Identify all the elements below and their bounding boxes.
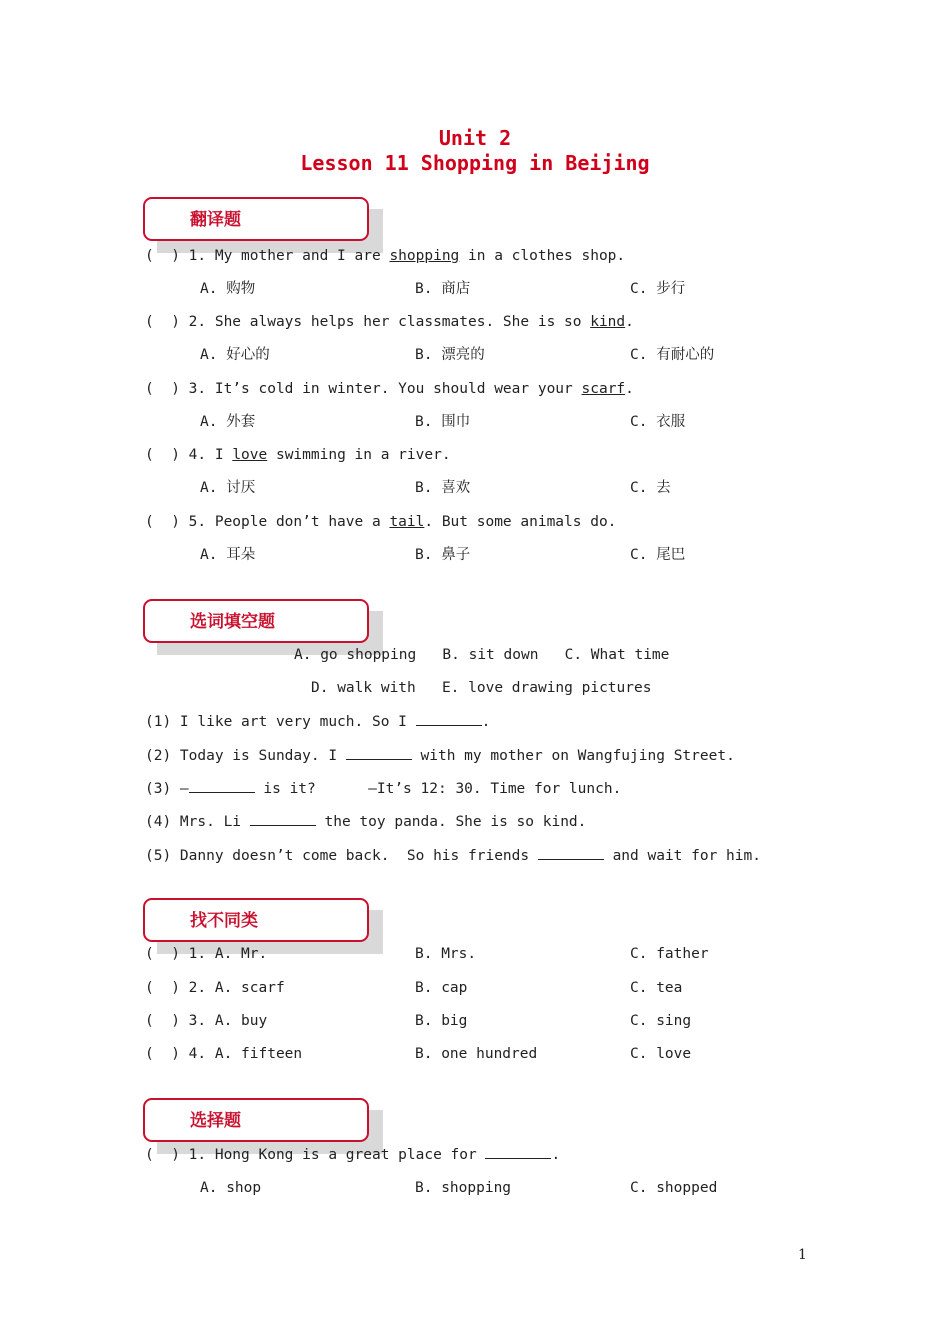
question-line: ( ) 3. It’s cold in winter. You should wear your scarf. xyxy=(145,381,634,397)
option-a: A. 外套 xyxy=(200,414,256,430)
odd-item-a: ( ) 1. A. Mr. xyxy=(145,946,268,962)
option-b: B. 围巾 xyxy=(415,414,471,430)
odd-item-a: ( ) 3. A. buy xyxy=(145,1013,268,1029)
odd-item-c: C. sing xyxy=(630,1013,692,1029)
option-c: C. shopped xyxy=(630,1180,718,1196)
lesson-title: Lesson 11 Shopping in Beijing xyxy=(300,151,650,175)
fill-item: (1) I like art very much. So I . xyxy=(145,711,490,732)
odd-item-b: B. Mrs. xyxy=(415,946,477,962)
section-title: 找不同类 xyxy=(190,911,258,931)
odd-item-a: ( ) 2. A. scarf xyxy=(145,980,285,996)
odd-item-b: B. one hundred xyxy=(415,1046,538,1062)
option-c: C. 步行 xyxy=(630,281,686,297)
section-title: 选择题 xyxy=(190,1111,241,1131)
odd-item-c: C. love xyxy=(630,1046,692,1062)
question-line: ( ) 5. People don’t have a tail. But some animals do. xyxy=(145,514,617,530)
section-header-odd xyxy=(143,898,369,942)
fill-item: (5) Danny doesn’t come back. So his friends and wait for him. xyxy=(145,845,761,866)
option-a: A. shop xyxy=(200,1180,262,1196)
option-b: B. 鼻子 xyxy=(415,547,471,563)
option-a: A. 讨厌 xyxy=(200,480,256,496)
question-line: ( ) 1. Hong Kong is a great place for . xyxy=(145,1144,560,1165)
option-b: B. 喜欢 xyxy=(415,480,471,496)
option-a: A. 耳朵 xyxy=(200,547,256,563)
option-b: B. 漂亮的 xyxy=(415,347,485,363)
word-bank-row: A. go shopping B. sit down C. What time xyxy=(294,647,670,663)
section-header-translation xyxy=(143,197,369,241)
question-line: ( ) 1. My mother and I are shopping in a clothes shop. xyxy=(145,248,626,264)
odd-item-a: ( ) 4. A. fifteen xyxy=(145,1046,303,1062)
option-c: C. 衣服 xyxy=(630,414,686,430)
unit-title: Unit 2 xyxy=(438,126,512,150)
word-bank-row: D. walk with E. love drawing pictures xyxy=(311,680,652,696)
question-line: ( ) 2. She always helps her classmates. She is so kind. xyxy=(145,314,634,330)
option-c: C. 有耐心的 xyxy=(630,347,715,363)
question-line: ( ) 4. I love swimming in a river. xyxy=(145,447,451,463)
option-a: A. 好心的 xyxy=(200,347,270,363)
odd-item-b: B. cap xyxy=(415,980,468,996)
fill-item: (3) — is it? —It’s 12: 30. Time for lunch. xyxy=(145,778,621,799)
page-number: 1 xyxy=(798,1247,807,1263)
odd-item-b: B. big xyxy=(415,1013,468,1029)
fill-item: (2) Today is Sunday. I with my mother on Wangfujing Street. xyxy=(145,745,735,766)
odd-item-c: C. father xyxy=(630,946,709,962)
option-a: A. 购物 xyxy=(200,281,256,297)
section-header-choice xyxy=(143,1098,369,1142)
option-c: C. 去 xyxy=(630,480,671,496)
option-b: B. shopping xyxy=(415,1180,512,1196)
option-b: B. 商店 xyxy=(415,281,471,297)
section-header-fill xyxy=(143,599,369,643)
section-title: 选词填空题 xyxy=(190,612,275,632)
option-c: C. 尾巴 xyxy=(630,547,686,563)
odd-item-c: C. tea xyxy=(630,980,683,996)
fill-item: (4) Mrs. Li the toy panda. She is so kind. xyxy=(145,811,586,832)
section-title: 翻译题 xyxy=(190,210,241,230)
